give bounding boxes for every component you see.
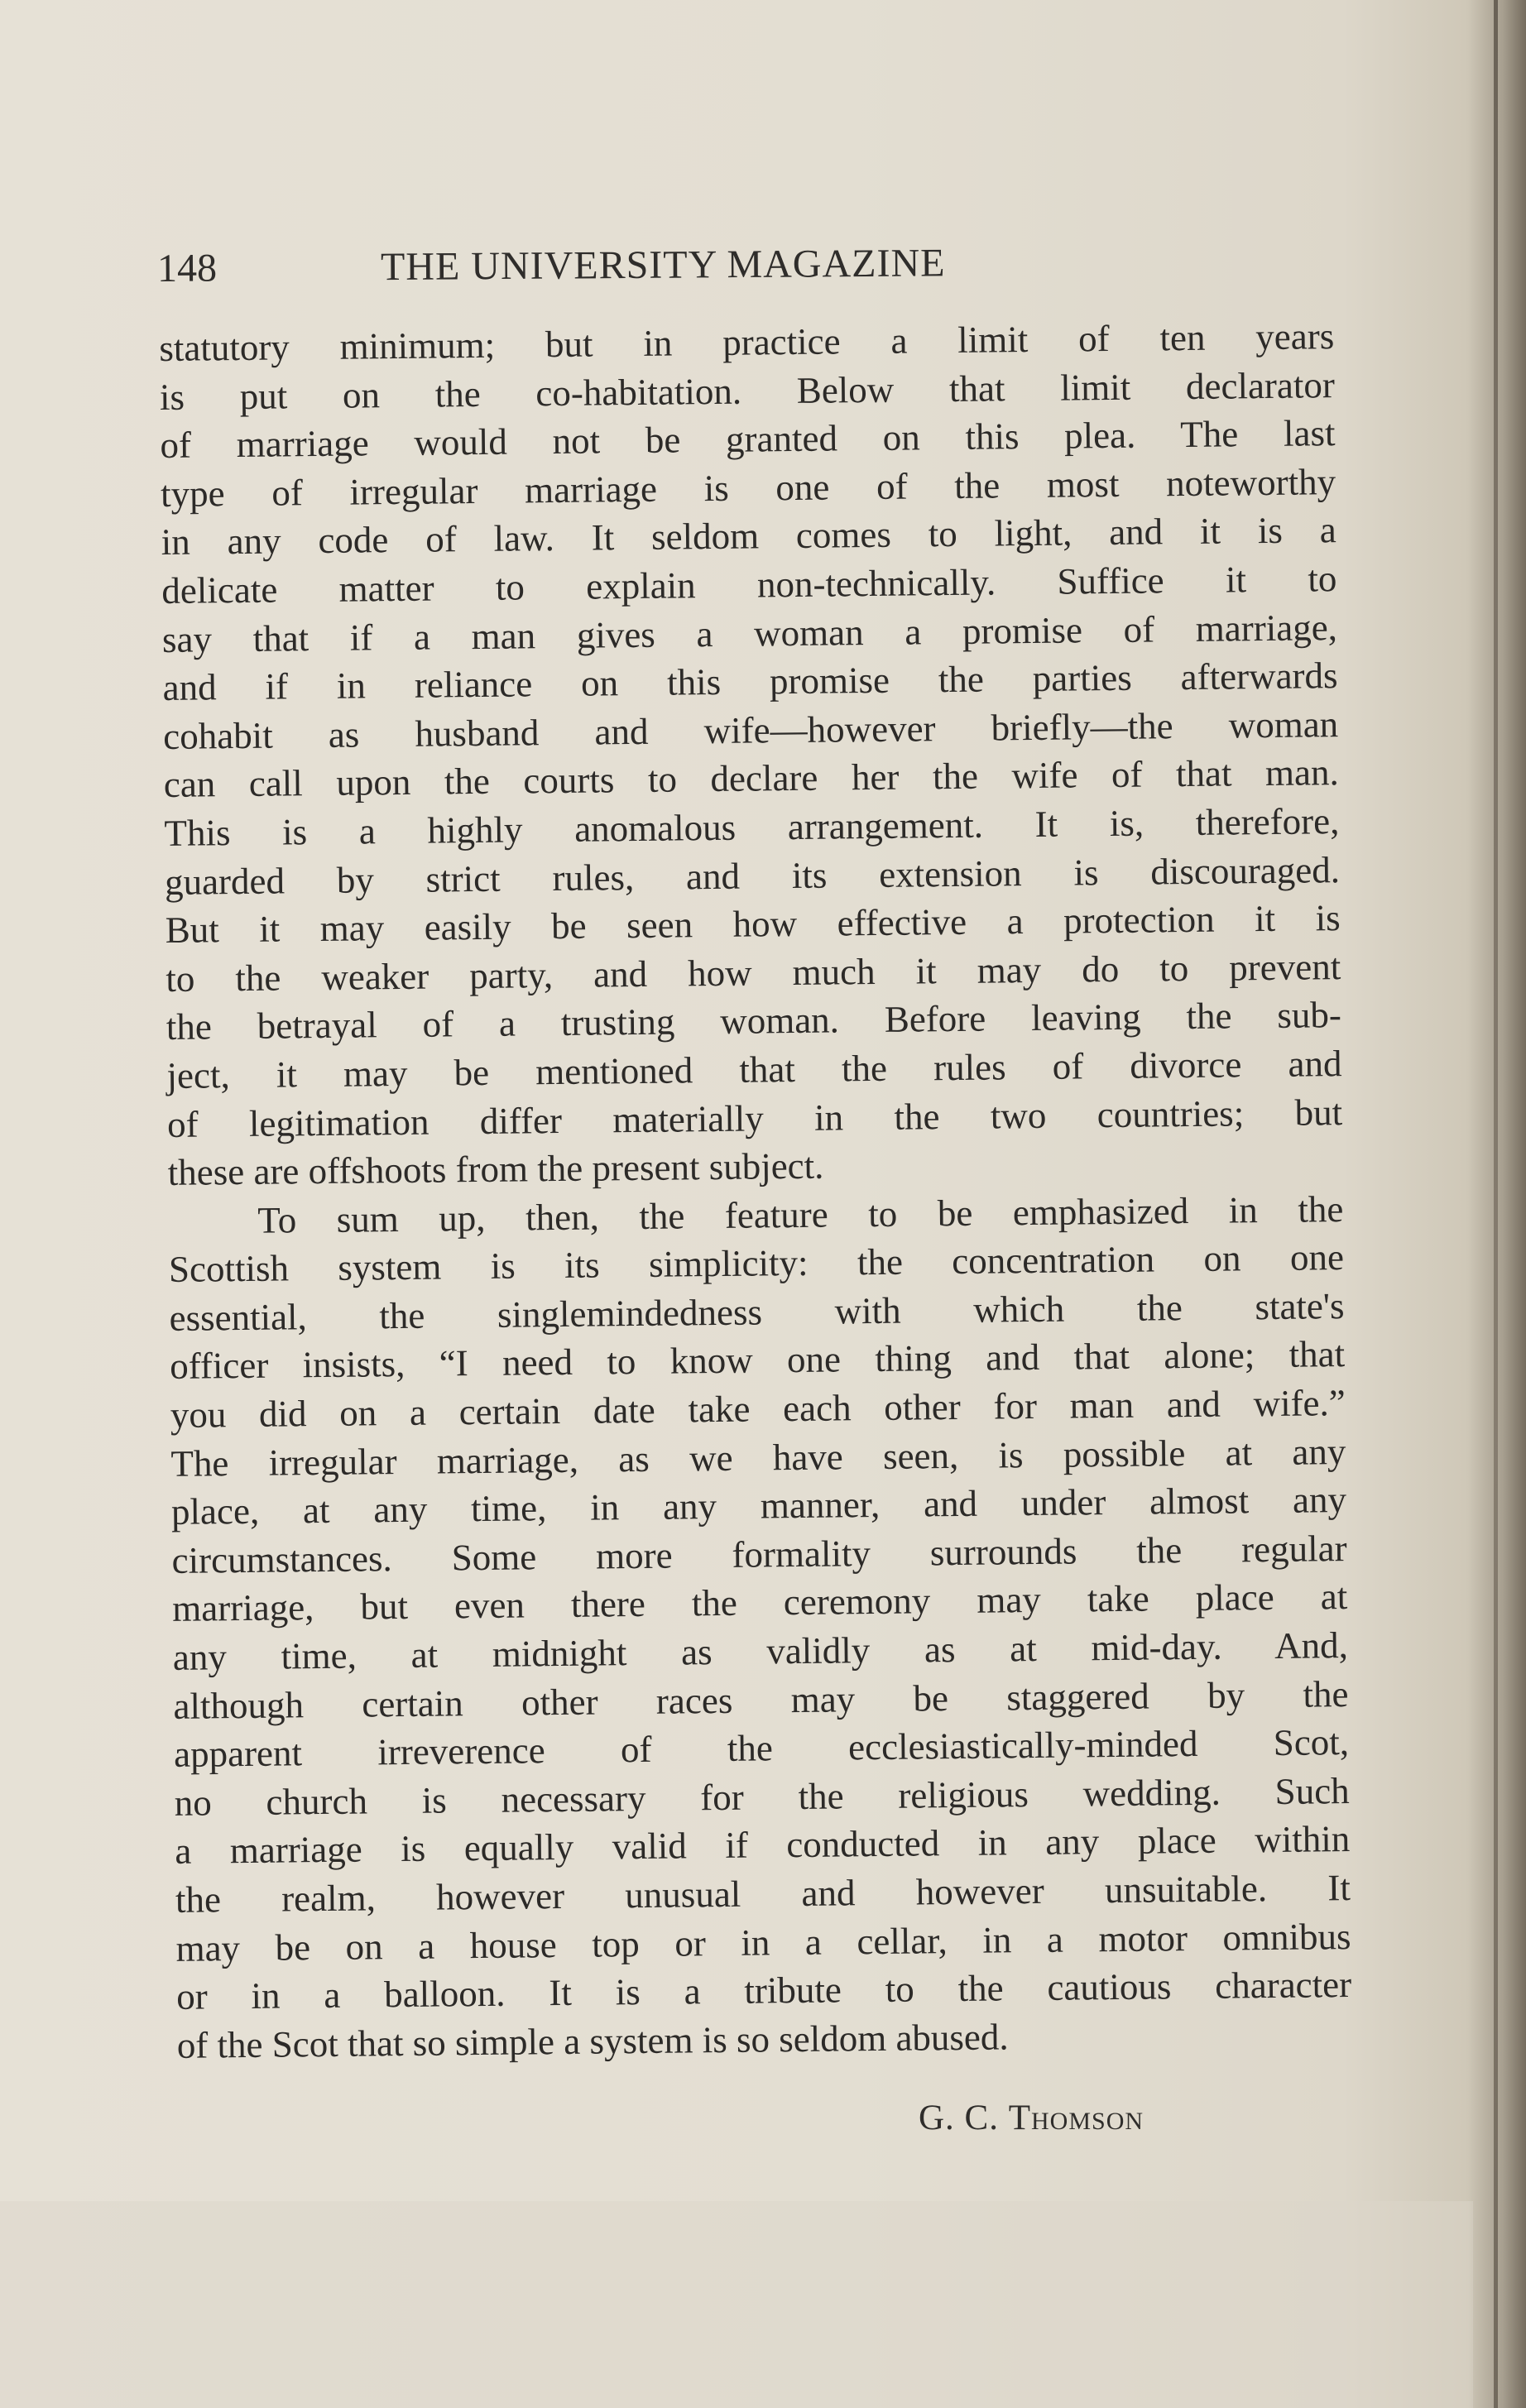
text-line: essential, the singlemindedness with which the state's [169, 1284, 1345, 1339]
text-line: of marriage would not be granted on this plea. The last [160, 412, 1336, 467]
page-number: 148 [156, 246, 218, 290]
text-line: ject, it may be mentioned that the rules of divorce and [166, 1042, 1342, 1096]
text-line: although certain other races may be staggered by the [173, 1672, 1349, 1727]
text-line: cohabit as husband and wife—however briefly—the woman [162, 703, 1339, 757]
text-line: of the Scot that so simple a system is so seldom abused. [176, 2016, 1009, 2066]
text-line: Scottish system is its simplicity: the concentration on one [168, 1236, 1345, 1291]
article-body [159, 312, 1352, 2070]
text-line: But it may easily be seen how effective a protection it is [165, 897, 1341, 952]
paragraph-2 [168, 1185, 1352, 2070]
text-line: The irregular marriage, as we have seen, is possible at any [170, 1430, 1346, 1485]
text-line: you did on a certain date take each other for man and wife.” [170, 1382, 1346, 1436]
text-line: officer insists, “I need to know one thing and that alone; that [169, 1333, 1346, 1388]
text-line: apparent irreverence of the ecclesiastically-minded Scot, [173, 1721, 1350, 1776]
text-line: is put on the co-habitation. Below that limit declarator [159, 363, 1336, 418]
text-line: guarded by strict rules, and its extension is discouraged. [164, 848, 1341, 903]
text-line: these are offshoots from the present subject. [167, 1144, 824, 1194]
page-lower-margin [0, 2201, 1473, 2408]
text-line: may be on a house top or in a cellar, in a motor omnibus [175, 1915, 1351, 1969]
paragraph-1 [159, 312, 1343, 1197]
author-surname: Thomson [1008, 2099, 1144, 2137]
text-line: the realm, however unusual and however unsuitable. It [175, 1867, 1351, 1921]
text-line: circumstances. Some more formality surrounds the regular [171, 1527, 1347, 1581]
text-line: marriage, but even there the ceremony may take place at [171, 1576, 1348, 1630]
text-line: To sum up, then, the feature to be emphasized in the [257, 1187, 1344, 1241]
author-signature [919, 2098, 1144, 2138]
text-line: to the weaker party, and how much it may do to prevent [166, 945, 1341, 1000]
text-line: say that if a man gives a woman a promise of marriage, [161, 606, 1338, 660]
text-line: or in a balloon. It is a tribute to the cautious character [175, 1964, 1352, 2018]
author-initials: G. C. [919, 2099, 999, 2137]
text-line: and if in reliance on this promise the parties afterwards [162, 655, 1338, 709]
text-line: the betrayal of a trusting woman. Before leaving the sub- [166, 994, 1342, 1048]
text-line: place, at any time, in any manner, and under almost any [170, 1479, 1347, 1533]
book-spine-edge [1494, 0, 1498, 2408]
text-line: This is a highly anomalous arrangement. It is, therefore, [164, 800, 1340, 854]
text-line: in any code of law. It seldom comes to light, and it is a [161, 509, 1336, 564]
text-line: no church is necessary for the religious wedding. Such [174, 1769, 1350, 1824]
running-head: THE UNIVERSITY MAGAZINE [380, 241, 946, 290]
text-line: delicate matter to explain non-technically. Suffice it to [161, 558, 1337, 612]
text-line: type of irregular marriage is one of the most noteworthy [160, 460, 1336, 515]
page-header [157, 237, 1332, 295]
text-line: can call upon the courts to declare her the wife of that man. [163, 751, 1340, 806]
text-line: of legitimation differ materially in the two countries; but [166, 1091, 1343, 1145]
text-line: a marriage is equally valid if conducted in any place within [175, 1818, 1351, 1873]
text-line: statutory minimum; but in practice a limit of ten years [159, 315, 1335, 369]
text-line: any time, at midnight as validly as at mid-day. And, [172, 1624, 1349, 1678]
